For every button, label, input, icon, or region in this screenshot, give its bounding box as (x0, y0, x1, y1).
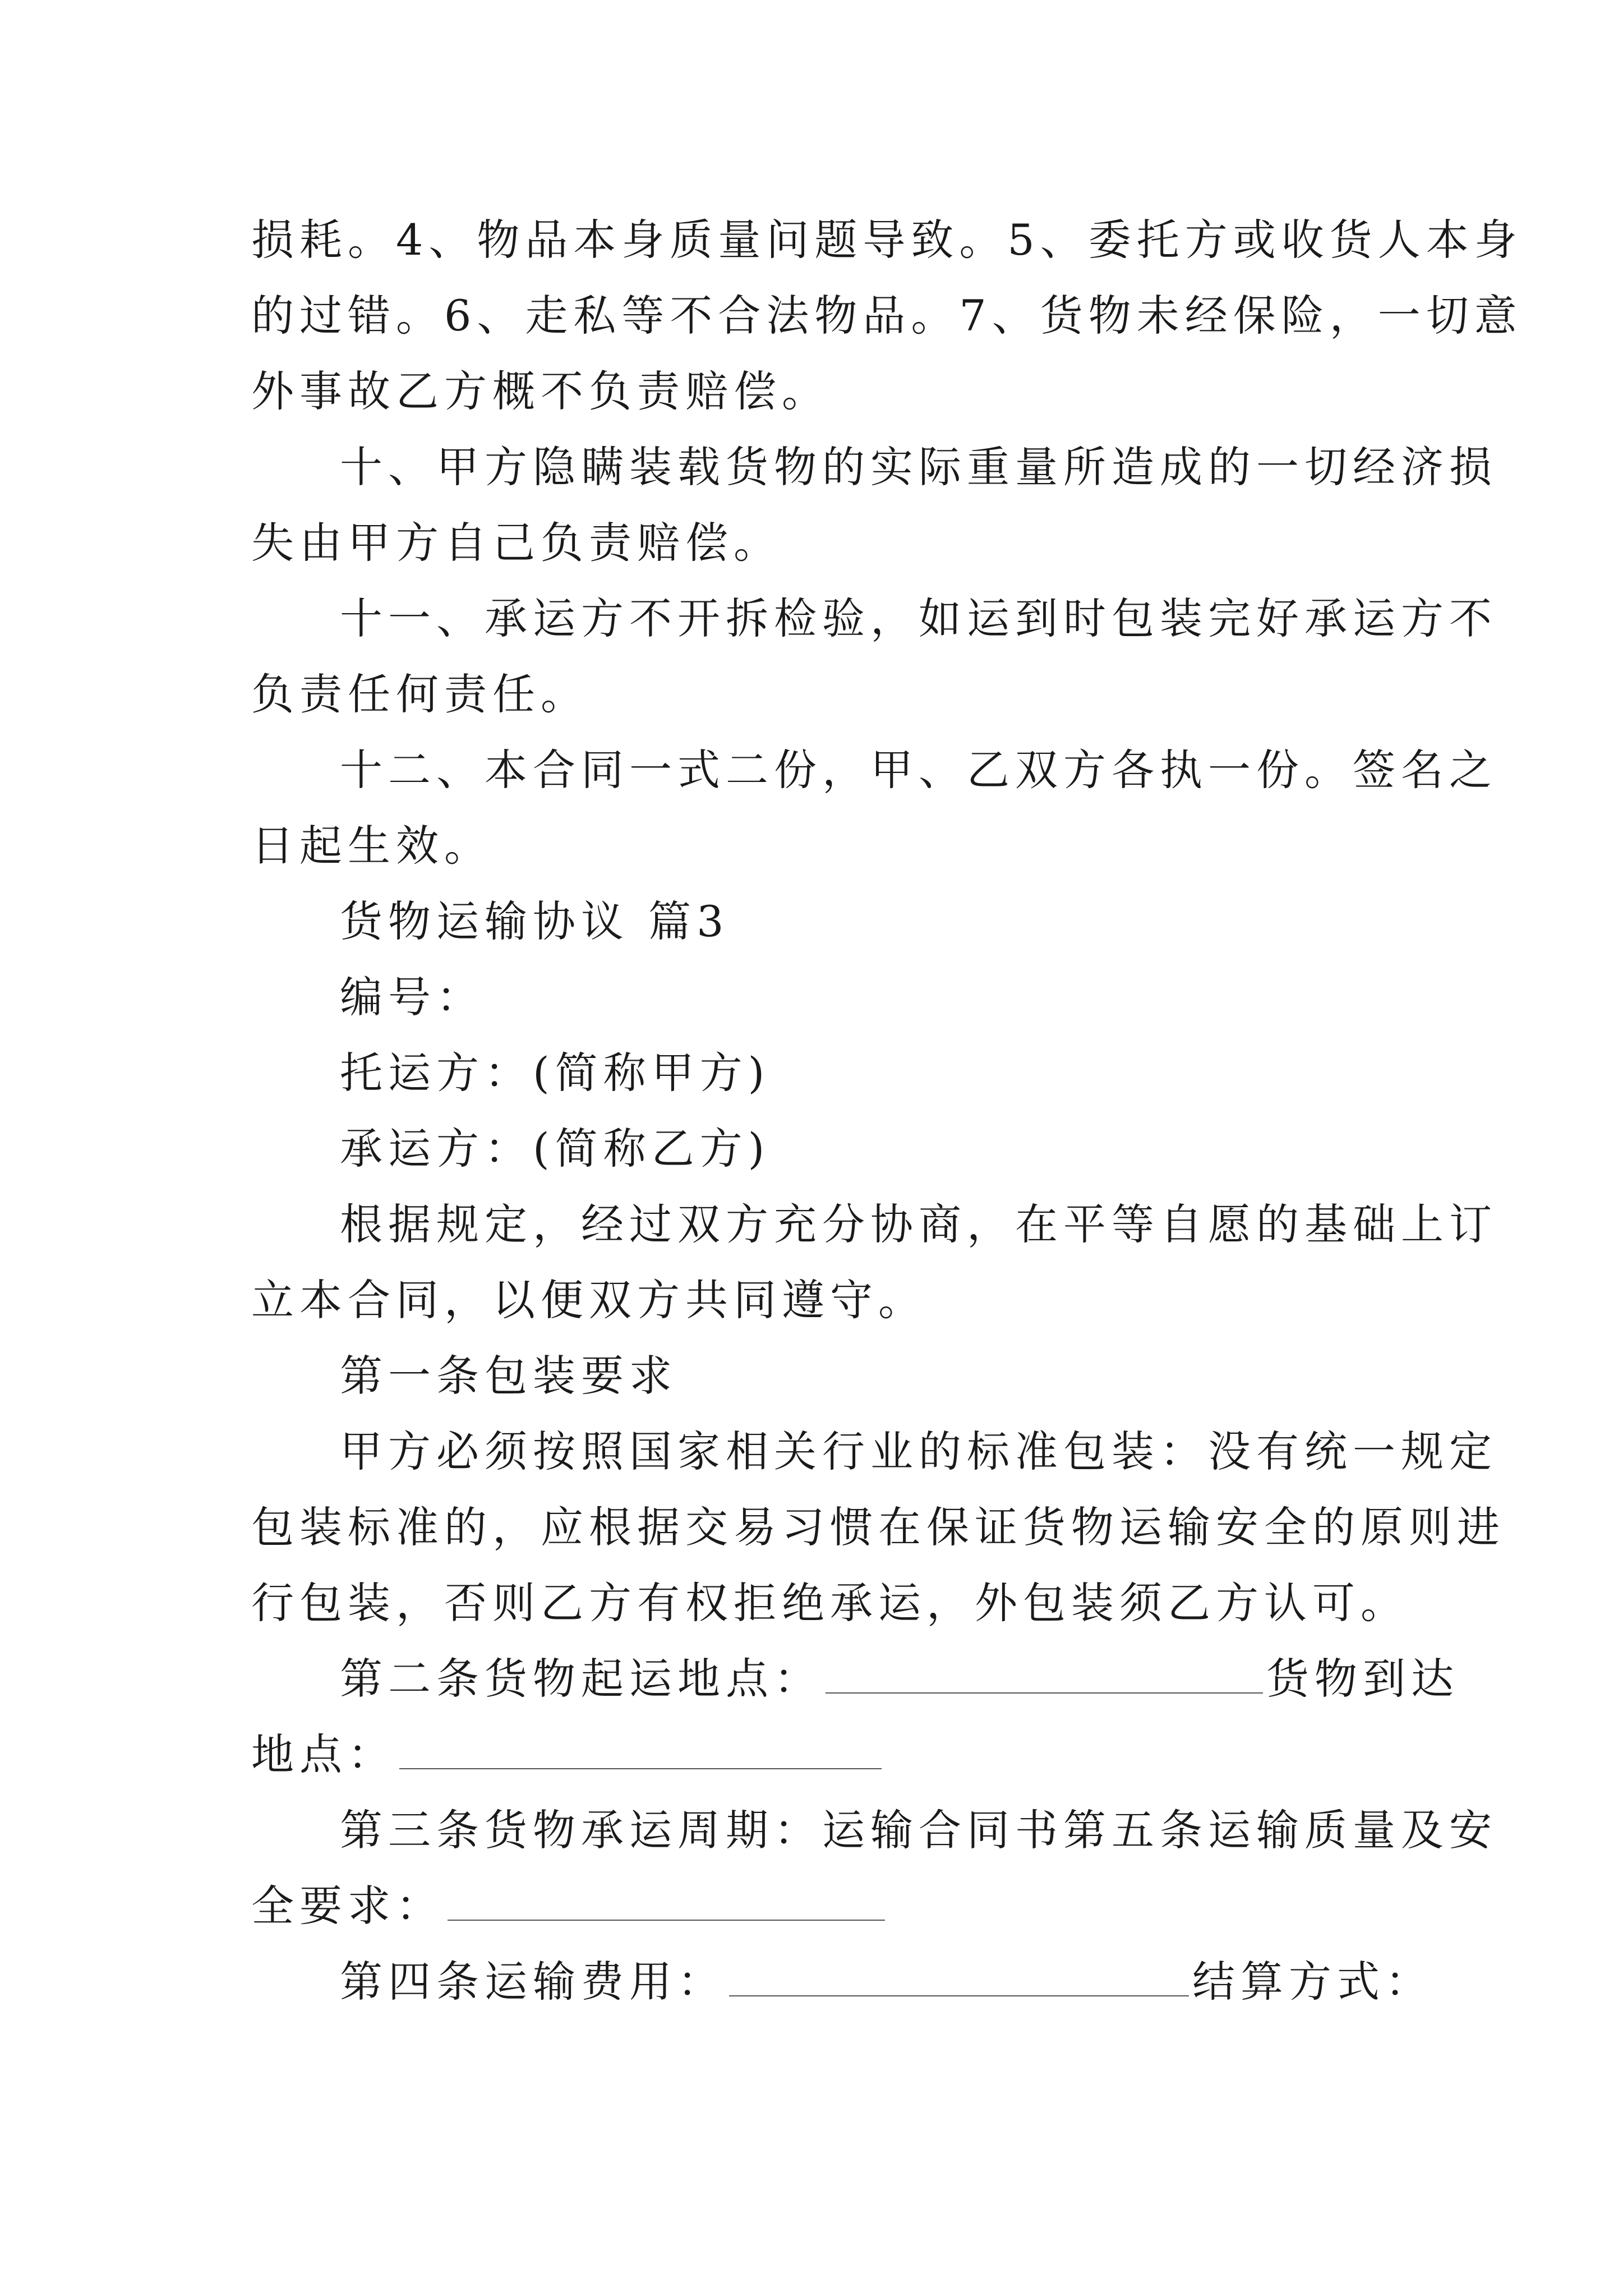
paragraph-line: 损耗。4、物品本身质量问题导致。5、委托方或收货人本身 (251, 215, 1523, 265)
shipper-label: 托运方：(简称甲方) (340, 1048, 771, 1098)
clause-ten-line: 失由甲方自己负责赔偿。 (251, 518, 782, 568)
article-one-heading: 第一条包装要求 (340, 1351, 677, 1401)
preamble-line: 立本合同，以便双方共同遵守。 (251, 1275, 926, 1325)
section-title: 货物运输协议 篇3 (340, 896, 730, 946)
article-one-line: 包装标准的，应根据交易习惯在保证货物运输安全的原则进 (251, 1502, 1505, 1552)
quality-blank-field[interactable] (448, 1880, 885, 1921)
contract-number-label: 编号： (340, 972, 485, 1022)
clause-eleven-line: 负责任何责任。 (251, 669, 589, 719)
paragraph-line: 外事故乙方概不负责赔偿。 (251, 366, 830, 416)
article-four-line (251, 1944, 1433, 2019)
carrier-label: 承运方：(简称乙方) (340, 1124, 771, 1174)
document-page (251, 202, 1523, 2019)
quality-label: 全要求： (251, 1881, 444, 1931)
clause-eleven-line: 十一、承运方不开拆检验，如运到时包装完好承运方不 (340, 593, 1497, 643)
article-two-line (251, 1717, 1373, 1792)
paragraph-line: 的过错。6、走私等不合法物品。7、货物未经保险，一切意 (251, 291, 1523, 341)
article-two-text: 第二条货物起运地点： (340, 1654, 822, 1704)
article-two-text-end: 货物到达 (1266, 1654, 1459, 1704)
article-two-line (251, 1641, 1459, 1717)
article-three-line (251, 1868, 1373, 1944)
settlement-label: 结算方式： (1192, 1957, 1433, 2007)
fee-label: 第四条运输费用： (340, 1957, 726, 2007)
article-one-line: 甲方必须按照国家相关行业的标准包装：没有统一规定 (340, 1427, 1497, 1476)
clause-ten-line: 十、甲方隐瞒装载货物的实际重量所造成的一切经济损 (340, 442, 1497, 492)
fee-blank-field[interactable] (729, 1956, 1189, 1996)
clause-twelve-line: 十二、本合同一式二份，甲、乙双方各执一份。签名之 (340, 745, 1497, 795)
origin-blank-field[interactable] (826, 1653, 1263, 1694)
article-three-line: 第三条货物承运周期：运输合同书第五条运输质量及安 (340, 1805, 1497, 1855)
article-one-line: 行包装，否则乙方有权拒绝承运，外包装须乙方认可。 (251, 1578, 1409, 1628)
destination-blank-field[interactable] (399, 1729, 882, 1769)
clause-twelve-line: 日起生效。 (251, 821, 492, 871)
preamble-line: 根据规定，经过双方充分协商，在平等自愿的基础上订 (340, 1199, 1497, 1249)
destination-label: 地点： (251, 1729, 396, 1779)
